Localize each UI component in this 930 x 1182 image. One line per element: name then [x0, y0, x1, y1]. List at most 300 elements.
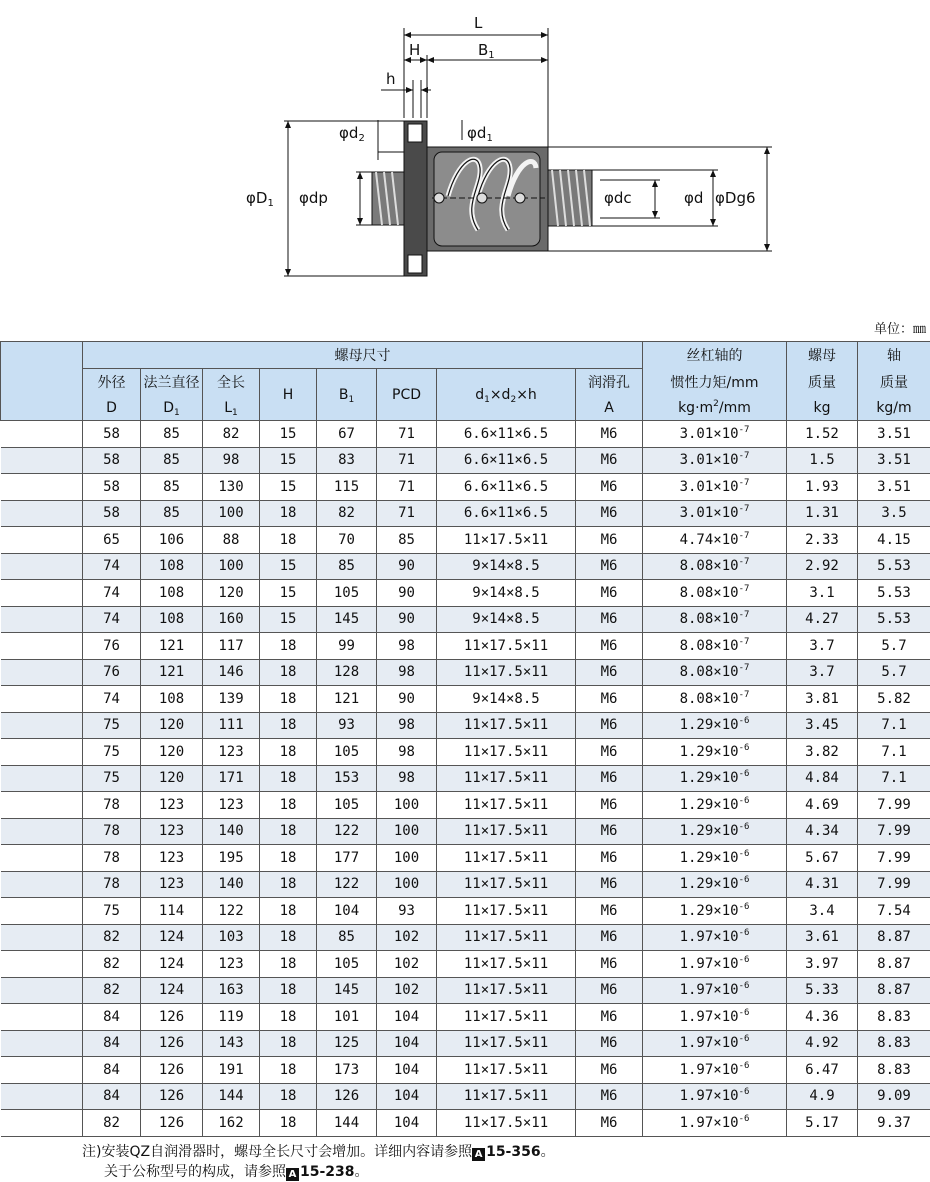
cell-dh: 11×17.5×11: [437, 739, 576, 766]
cell-D: 78: [83, 871, 141, 898]
cell-PCD: 100: [377, 845, 437, 872]
cell-dh: 11×17.5×11: [437, 1057, 576, 1084]
catalog-ref-icon: A: [472, 1148, 485, 1161]
cell-A: M6: [576, 818, 643, 845]
dim-h-label: h: [386, 70, 396, 88]
row-blank-cell: [1, 421, 83, 448]
cell-H: 18: [260, 1004, 317, 1031]
cell-B1: 67: [317, 421, 377, 448]
cell-nut-mass: 4.92: [787, 1030, 858, 1057]
cell-inertia: $1.97\times 10^{-6}$: [643, 1057, 787, 1084]
cell-nut-mass: 1.93: [787, 474, 858, 501]
cell-shaft-mass: 3.51: [858, 421, 930, 448]
cell-A: M6: [576, 1004, 643, 1031]
cell-PCD: 100: [377, 818, 437, 845]
cell-B1: 173: [317, 1057, 377, 1084]
cell-D1: 126: [141, 1110, 203, 1137]
cell-shaft-mass: 7.54: [858, 898, 930, 925]
header-A-cn: 润滑孔: [576, 369, 643, 396]
cell-inertia: $1.29\times 10^{-6}$: [643, 712, 787, 739]
dim-d1-label: $\varphi d_1$: [467, 124, 493, 144]
cell-D: 74: [83, 580, 141, 607]
cell-shaft-mass: 5.7: [858, 633, 930, 660]
dim-D1-label: $\varphi D_1$: [246, 189, 274, 209]
cell-B1: 145: [317, 606, 377, 633]
cell-PCD: 102: [377, 951, 437, 978]
cell-inertia: $3.01\times 10^{-7}$: [643, 447, 787, 474]
cell-A: M6: [576, 474, 643, 501]
cell-L1: 119: [203, 1004, 260, 1031]
cell-B1: 83: [317, 447, 377, 474]
cell-inertia: $1.29\times 10^{-6}$: [643, 845, 787, 872]
cell-H: 18: [260, 739, 317, 766]
cell-B1: 105: [317, 580, 377, 607]
cell-H: 18: [260, 712, 317, 739]
cell-inertia: $3.01\times 10^{-7}$: [643, 474, 787, 501]
header-D: D: [83, 395, 141, 421]
cell-H: 15: [260, 421, 317, 448]
cell-shaft-mass: 3.51: [858, 447, 930, 474]
cell-D: 82: [83, 924, 141, 951]
cell-D: 75: [83, 898, 141, 925]
cell-dh: 11×17.5×11: [437, 1083, 576, 1110]
cell-D1: 120: [141, 765, 203, 792]
cell-PCD: 104: [377, 1110, 437, 1137]
cell-D1: 106: [141, 527, 203, 554]
table-row: [1, 1030, 930, 1057]
footnotes: [82, 1142, 555, 1182]
cell-D: 84: [83, 1083, 141, 1110]
table-row: [1, 474, 930, 501]
cell-B1: 145: [317, 977, 377, 1004]
cell-B1: 126: [317, 1083, 377, 1110]
cell-B1: 104: [317, 898, 377, 925]
cell-inertia: $1.97\times 10^{-6}$: [643, 1083, 787, 1110]
cell-shaft-mass: 7.99: [858, 818, 930, 845]
cell-shaft-mass: 8.87: [858, 924, 930, 951]
cell-dh: 6.6×11×6.5: [437, 447, 576, 474]
cell-dh: 11×17.5×11: [437, 792, 576, 819]
dim-d2-label: $\varphi d_2$: [339, 124, 365, 144]
table-row: [1, 1110, 930, 1137]
cell-L1: 140: [203, 818, 260, 845]
cell-shaft-mass: 7.99: [858, 871, 930, 898]
page-ref-2[interactable]: 15-238: [300, 1164, 355, 1180]
cell-D: 58: [83, 474, 141, 501]
cell-D: 75: [83, 739, 141, 766]
cell-PCD: 98: [377, 765, 437, 792]
row-blank-cell: [1, 1030, 83, 1057]
cell-D1: 126: [141, 1030, 203, 1057]
cell-A: M6: [576, 871, 643, 898]
row-blank-cell: [1, 447, 83, 474]
cell-PCD: 71: [377, 421, 437, 448]
cell-D: 74: [83, 553, 141, 580]
cell-H: 15: [260, 447, 317, 474]
table-row: [1, 580, 930, 607]
cell-dh: 9×14×8.5: [437, 606, 576, 633]
cell-L1: 123: [203, 792, 260, 819]
cell-B1: 105: [317, 792, 377, 819]
cell-H: 18: [260, 527, 317, 554]
cell-A: M6: [576, 421, 643, 448]
cell-inertia: $1.29\times 10^{-6}$: [643, 739, 787, 766]
table-body: [1, 421, 930, 1137]
header-H: H: [260, 369, 317, 421]
cell-A: M6: [576, 1083, 643, 1110]
cell-D1: 85: [141, 421, 203, 448]
cell-A: M6: [576, 924, 643, 951]
cell-L1: 123: [203, 951, 260, 978]
cell-shaft-mass: 8.87: [858, 951, 930, 978]
cell-D: 58: [83, 421, 141, 448]
cell-L1: 146: [203, 659, 260, 686]
table-row: [1, 818, 930, 845]
cell-L1: 120: [203, 580, 260, 607]
cell-inertia: $3.01\times 10^{-7}$: [643, 500, 787, 527]
row-blank-cell: [1, 474, 83, 501]
cell-B1: 82: [317, 500, 377, 527]
cell-nut-mass: 2.33: [787, 527, 858, 554]
header-L1-cn: 全长: [203, 369, 260, 396]
cell-inertia: $1.97\times 10^{-6}$: [643, 1110, 787, 1137]
cell-inertia: $1.29\times 10^{-6}$: [643, 871, 787, 898]
cell-B1: 115: [317, 474, 377, 501]
cell-H: 18: [260, 659, 317, 686]
cell-H: 15: [260, 553, 317, 580]
cell-A: M6: [576, 500, 643, 527]
cell-A: M6: [576, 977, 643, 1004]
table-row: [1, 739, 930, 766]
cell-shaft-mass: 3.51: [858, 474, 930, 501]
cell-nut-mass: 4.34: [787, 818, 858, 845]
cell-A: M6: [576, 765, 643, 792]
cell-D1: 126: [141, 1083, 203, 1110]
cell-inertia: $8.08\times 10^{-7}$: [643, 686, 787, 713]
cell-shaft-mass: 8.83: [858, 1004, 930, 1031]
cell-dh: 11×17.5×11: [437, 898, 576, 925]
cell-dh: 6.6×11×6.5: [437, 474, 576, 501]
cell-D1: 124: [141, 977, 203, 1004]
cell-inertia: $1.97\times 10^{-6}$: [643, 977, 787, 1004]
cell-nut-mass: 5.33: [787, 977, 858, 1004]
cell-L1: 139: [203, 686, 260, 713]
cell-shaft-mass: 5.53: [858, 553, 930, 580]
cell-nut-mass: 3.1: [787, 580, 858, 607]
table-row: [1, 553, 930, 580]
header-nut-mass-1: 螺母: [787, 342, 858, 369]
cell-dh: 11×17.5×11: [437, 871, 576, 898]
cell-inertia: $8.08\times 10^{-7}$: [643, 659, 787, 686]
row-blank-cell: [1, 1057, 83, 1084]
cell-shaft-mass: 7.1: [858, 765, 930, 792]
cell-PCD: 104: [377, 1057, 437, 1084]
cell-L1: 103: [203, 924, 260, 951]
header-inertia-unit: $kg\cdot m^2/mm$: [643, 395, 787, 421]
cell-L1: 160: [203, 606, 260, 633]
row-blank-cell: [1, 845, 83, 872]
cell-PCD: 100: [377, 871, 437, 898]
header-blank: [1, 342, 83, 421]
cell-D1: 120: [141, 739, 203, 766]
cell-dh: 11×17.5×11: [437, 951, 576, 978]
cell-D: 75: [83, 712, 141, 739]
cell-A: M6: [576, 739, 643, 766]
cell-D1: 85: [141, 500, 203, 527]
table-row: [1, 1004, 930, 1031]
row-blank-cell: [1, 659, 83, 686]
cell-D: 82: [83, 1110, 141, 1137]
cell-A: M6: [576, 898, 643, 925]
table-row: [1, 977, 930, 1004]
cell-nut-mass: 4.31: [787, 871, 858, 898]
table-row: [1, 686, 930, 713]
dim-H-label: H: [409, 41, 420, 59]
cell-H: 18: [260, 845, 317, 872]
cell-PCD: 71: [377, 500, 437, 527]
cell-PCD: 90: [377, 606, 437, 633]
table-row: [1, 712, 930, 739]
row-blank-cell: [1, 739, 83, 766]
cell-shaft-mass: 5.53: [858, 580, 930, 607]
table-row: [1, 659, 930, 686]
cell-dh: 11×17.5×11: [437, 633, 576, 660]
row-blank-cell: [1, 580, 83, 607]
cell-L1: 143: [203, 1030, 260, 1057]
table-header: [1, 342, 930, 421]
cell-D: 84: [83, 1057, 141, 1084]
header-nut-dimensions: 螺母尺寸: [83, 342, 643, 369]
cell-inertia: $1.29\times 10^{-6}$: [643, 792, 787, 819]
cell-D: 84: [83, 1004, 141, 1031]
cell-D: 82: [83, 977, 141, 1004]
cell-D: 58: [83, 500, 141, 527]
cell-D: 78: [83, 845, 141, 872]
cell-D1: 123: [141, 818, 203, 845]
cell-D1: 108: [141, 580, 203, 607]
cell-shaft-mass: 7.1: [858, 712, 930, 739]
cell-dh: 9×14×8.5: [437, 580, 576, 607]
cell-H: 18: [260, 686, 317, 713]
cell-B1: 93: [317, 712, 377, 739]
table-row: [1, 792, 930, 819]
header-nut-mass-unit: kg: [787, 395, 858, 421]
cell-L1: 82: [203, 421, 260, 448]
row-blank-cell: [1, 1004, 83, 1031]
cell-shaft-mass: 5.53: [858, 606, 930, 633]
cell-D: 75: [83, 765, 141, 792]
cell-D1: 124: [141, 951, 203, 978]
cell-dh: 9×14×8.5: [437, 553, 576, 580]
table-row: [1, 633, 930, 660]
cell-nut-mass: 4.9: [787, 1083, 858, 1110]
table-row: [1, 421, 930, 448]
cell-dh: 11×17.5×11: [437, 924, 576, 951]
row-blank-cell: [1, 871, 83, 898]
header-D-cn: 外径: [83, 369, 141, 396]
cell-PCD: 102: [377, 924, 437, 951]
dim-d-label: φd: [684, 189, 703, 207]
cell-D1: 121: [141, 633, 203, 660]
cell-A: M6: [576, 712, 643, 739]
spec-table: [0, 341, 930, 1137]
table-row: [1, 924, 930, 951]
cell-B1: 153: [317, 765, 377, 792]
cell-H: 18: [260, 951, 317, 978]
cell-D1: 120: [141, 712, 203, 739]
cell-B1: 105: [317, 739, 377, 766]
cell-inertia: $1.97\times 10^{-6}$: [643, 1004, 787, 1031]
cell-A: M6: [576, 447, 643, 474]
cell-D: 74: [83, 686, 141, 713]
header-B1: $B^1$: [317, 369, 377, 421]
cell-H: 15: [260, 606, 317, 633]
cell-nut-mass: 4.84: [787, 765, 858, 792]
cell-inertia: $1.29\times 10^{-6}$: [643, 898, 787, 925]
cell-B1: 177: [317, 845, 377, 872]
cell-A: M6: [576, 633, 643, 660]
cell-D: 76: [83, 659, 141, 686]
cell-H: 18: [260, 977, 317, 1004]
table-row: [1, 951, 930, 978]
cell-D1: 123: [141, 792, 203, 819]
cell-H: 18: [260, 898, 317, 925]
cell-B1: 122: [317, 871, 377, 898]
cell-PCD: 102: [377, 977, 437, 1004]
cell-inertia: $8.08\times 10^{-7}$: [643, 553, 787, 580]
cell-D: 74: [83, 606, 141, 633]
cell-B1: 99: [317, 633, 377, 660]
cell-PCD: 98: [377, 659, 437, 686]
cell-A: M6: [576, 686, 643, 713]
dim-dp-label: φdp: [299, 189, 328, 207]
header-shaft-mass-1: 轴: [858, 342, 930, 369]
cell-H: 18: [260, 924, 317, 951]
cell-B1: 101: [317, 1004, 377, 1031]
cell-dh: 11×17.5×11: [437, 712, 576, 739]
cell-B1: 128: [317, 659, 377, 686]
cell-dh: 11×17.5×11: [437, 765, 576, 792]
cell-dh: 11×17.5×11: [437, 845, 576, 872]
cell-dh: 6.6×11×6.5: [437, 421, 576, 448]
cell-nut-mass: 1.5: [787, 447, 858, 474]
cell-A: M6: [576, 951, 643, 978]
row-blank-cell: [1, 818, 83, 845]
dim-L-label: L: [474, 14, 483, 32]
cell-A: M6: [576, 659, 643, 686]
cell-shaft-mass: 5.7: [858, 659, 930, 686]
cell-shaft-mass: 8.87: [858, 977, 930, 1004]
cell-shaft-mass: 7.1: [858, 739, 930, 766]
cell-PCD: 104: [377, 1004, 437, 1031]
row-blank-cell: [1, 553, 83, 580]
table-row: [1, 1057, 930, 1084]
table-row: [1, 898, 930, 925]
cell-nut-mass: 3.7: [787, 659, 858, 686]
cell-shaft-mass: 9.09: [858, 1083, 930, 1110]
cell-H: 15: [260, 580, 317, 607]
cell-A: M6: [576, 606, 643, 633]
cell-inertia: $1.97\times 10^{-6}$: [643, 1030, 787, 1057]
cell-nut-mass: 2.92: [787, 553, 858, 580]
cell-H: 15: [260, 474, 317, 501]
header-L1: $L^1$: [203, 395, 260, 421]
cell-inertia: $8.08\times 10^{-7}$: [643, 580, 787, 607]
cell-L1: 100: [203, 553, 260, 580]
cell-L1: 191: [203, 1057, 260, 1084]
row-blank-cell: [1, 792, 83, 819]
table-row: [1, 500, 930, 527]
row-blank-cell: [1, 500, 83, 527]
table-row: [1, 527, 930, 554]
cell-L1: 163: [203, 977, 260, 1004]
cell-nut-mass: 5.67: [787, 845, 858, 872]
cell-D1: 126: [141, 1057, 203, 1084]
table-row: [1, 1083, 930, 1110]
cell-nut-mass: 3.7: [787, 633, 858, 660]
cell-D1: 123: [141, 871, 203, 898]
cell-A: M6: [576, 1110, 643, 1137]
cell-dh: 11×17.5×11: [437, 1030, 576, 1057]
cell-dh: 11×17.5×11: [437, 977, 576, 1004]
cell-D1: 114: [141, 898, 203, 925]
cell-dh: 9×14×8.5: [437, 686, 576, 713]
cell-L1: 111: [203, 712, 260, 739]
cell-D: 76: [83, 633, 141, 660]
cell-D1: 85: [141, 447, 203, 474]
cell-PCD: 98: [377, 739, 437, 766]
cell-PCD: 71: [377, 447, 437, 474]
cell-L1: 171: [203, 765, 260, 792]
cell-inertia: $8.08\times 10^{-7}$: [643, 606, 787, 633]
cell-H: 18: [260, 1110, 317, 1137]
cell-shaft-mass: 3.5: [858, 500, 930, 527]
cell-L1: 195: [203, 845, 260, 872]
cell-D1: 121: [141, 659, 203, 686]
cell-D1: 108: [141, 553, 203, 580]
cell-inertia: $1.97\times 10^{-6}$: [643, 924, 787, 951]
cell-dh: 11×17.5×11: [437, 659, 576, 686]
cell-nut-mass: 4.69: [787, 792, 858, 819]
cell-B1: 121: [317, 686, 377, 713]
cell-PCD: 71: [377, 474, 437, 501]
row-blank-cell: [1, 765, 83, 792]
row-blank-cell: [1, 977, 83, 1004]
page-ref-1[interactable]: 15-356: [486, 1144, 541, 1160]
cell-inertia: $4.74\times 10^{-7}$: [643, 527, 787, 554]
cell-B1: 125: [317, 1030, 377, 1057]
cell-shaft-mass: 4.15: [858, 527, 930, 554]
cell-A: M6: [576, 553, 643, 580]
cell-H: 18: [260, 1030, 317, 1057]
header-D1-cn: 法兰直径: [141, 369, 203, 396]
cell-dh: 11×17.5×11: [437, 527, 576, 554]
cell-H: 18: [260, 871, 317, 898]
cell-D: 84: [83, 1030, 141, 1057]
cell-A: M6: [576, 580, 643, 607]
cell-PCD: 100: [377, 792, 437, 819]
header-inertia-1: 丝杠轴的: [643, 342, 787, 369]
cell-A: M6: [576, 845, 643, 872]
cell-inertia: $1.29\times 10^{-6}$: [643, 818, 787, 845]
row-blank-cell: [1, 527, 83, 554]
cell-PCD: 85: [377, 527, 437, 554]
cell-B1: 144: [317, 1110, 377, 1137]
cell-nut-mass: 3.61: [787, 924, 858, 951]
row-blank-cell: [1, 712, 83, 739]
cell-L1: 98: [203, 447, 260, 474]
cell-shaft-mass: 5.82: [858, 686, 930, 713]
